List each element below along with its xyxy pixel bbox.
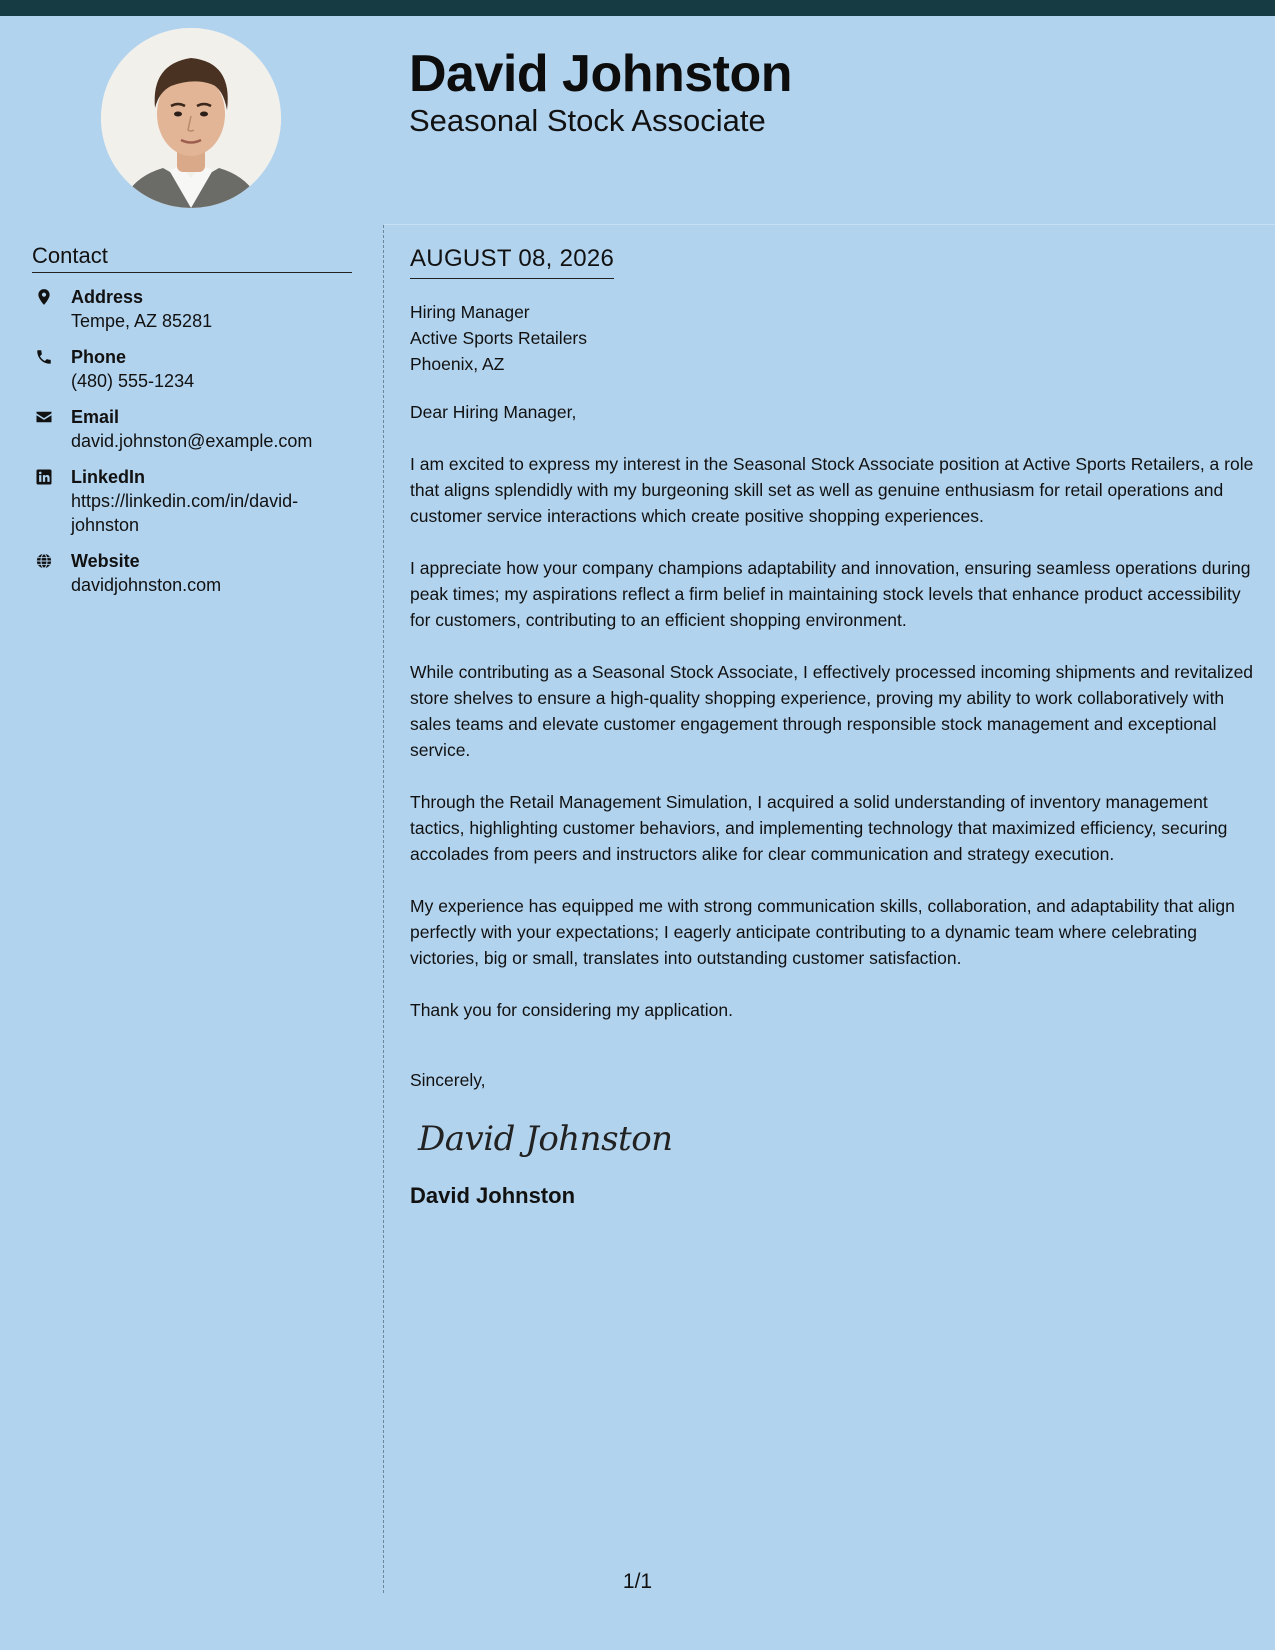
- letter-body: [410, 244, 1260, 1211]
- page-number: 1/1: [622, 1570, 653, 1593]
- top-accent-bar: [0, 0, 1275, 16]
- letter-paragraph: My experience has equipped me with strong communication skills, collaboration, and adaptability that align perfectly with your expectations; I eagerly anticipate contributing to a dynamic team where celebrating victories, big or small, translates into outstanding customer satisfaction.: [410, 896, 1235, 968]
- recipient-line: Active Sports Retailers: [410, 328, 588, 348]
- contact-value[interactable]: david.johnston@example.com: [71, 431, 313, 451]
- envelope-icon: [35, 408, 53, 426]
- contact-linkedin: [32, 465, 352, 537]
- profile-photo: [101, 28, 281, 208]
- contact-label: Website: [71, 551, 140, 571]
- job-title: Seasonal Stock Associate: [409, 103, 766, 138]
- letter-paragraph: Through the Retail Management Simulation, I acquired a solid understanding of inventory management tactics, highlighting customer behaviors, and implementing technology that maximized efficiency, securing accolades from peers and instructors alike for clear communication and strategy execution.: [410, 792, 1228, 864]
- letter-paragraph: I appreciate how your company champions adaptability and innovation, ensuring seamless operations during peak times; my aspirations reflect a firm belief in maintaining stock levels that enhance product accessibility for customers, contributing to an efficient shopping environment.: [410, 558, 1251, 630]
- letter-paragraph: Thank you for considering my application.: [410, 1000, 733, 1020]
- contact-label: Email: [71, 407, 120, 427]
- contact-website: [32, 549, 352, 597]
- contact-value[interactable]: https://linkedin.com/in/david-johnston: [71, 491, 299, 535]
- header: [409, 44, 792, 140]
- contact-label: Phone: [71, 347, 127, 367]
- recipient-line: Hiring Manager: [410, 302, 530, 322]
- letter-date: AUGUST 08, 2026: [410, 244, 614, 279]
- letter-paragraph: While contributing as a Seasonal Stock Associate, I effectively processed incoming shipments and revitalized store shelves to ensure a high-quality shopping experience, proving my ability to work collaboratively with sales teams and elevate customer engagement through responsible stock management and exceptional service.: [410, 662, 1254, 760]
- recipient-line: Phoenix, AZ: [410, 354, 505, 374]
- profile-photo-illustration: [101, 28, 281, 208]
- signer-name: David Johnston: [410, 1183, 576, 1208]
- linkedin-icon: [35, 468, 53, 486]
- phone-icon: [35, 348, 53, 366]
- contact-label: LinkedIn: [71, 467, 146, 487]
- salutation: Dear Hiring Manager,: [410, 402, 577, 422]
- closing: Sincerely,: [410, 1070, 486, 1090]
- header-divider: [384, 224, 1275, 225]
- contact-heading: Contact: [32, 242, 352, 273]
- location-pin-icon: [35, 288, 53, 306]
- recipient-block: [410, 299, 1260, 377]
- contact-address: [32, 285, 352, 333]
- contact-value: (480) 555-1234: [71, 371, 195, 391]
- contact-value: Tempe, AZ 85281: [71, 311, 213, 331]
- globe-icon: [35, 552, 53, 570]
- handwritten-signature: David Johnston: [418, 1119, 673, 1159]
- contact-phone: [32, 345, 352, 393]
- column-divider: [383, 225, 384, 1593]
- candidate-name: David Johnston: [409, 45, 793, 103]
- contact-email: [32, 405, 352, 453]
- contact-sidebar: [32, 242, 352, 597]
- contact-value[interactable]: davidjohnston.com: [71, 575, 222, 595]
- contact-label: Address: [71, 287, 144, 307]
- letter-paragraph: I am excited to express my interest in the Seasonal Stock Associate position at Active Sports Retailers, a role that aligns splendidly with my burgeoning skill set as well as genuine enthusiasm for retail operations and customer service interactions which create positive shopping experiences.: [410, 454, 1254, 526]
